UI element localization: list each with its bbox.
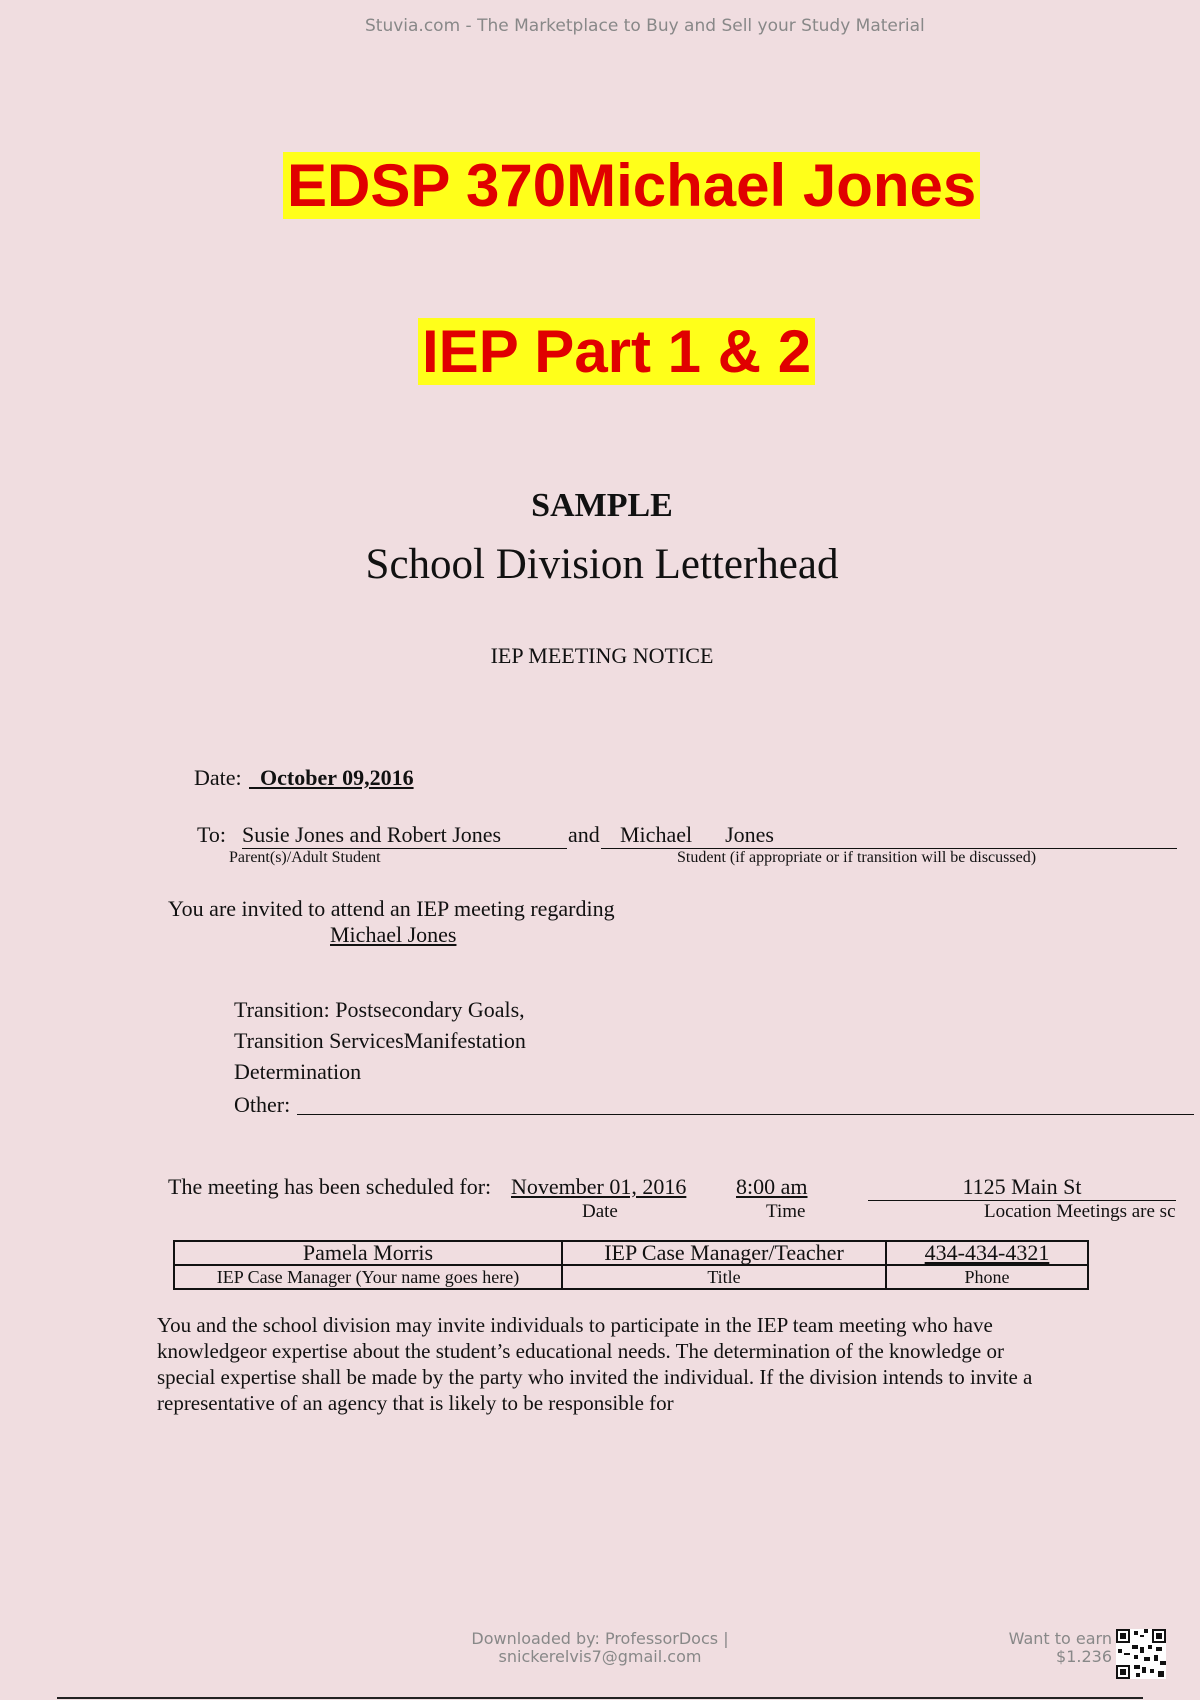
student-caption: Student (if appropriate or if transition will be discussed): [677, 849, 1037, 866]
title-line-2: [418, 317, 815, 387]
schedule-label: The meeting has been scheduled for:: [168, 1174, 492, 1199]
schedule-location-field: [868, 1174, 1176, 1201]
title-line-1: [283, 151, 980, 221]
invite-text: You are invited to attend an IEP meeting regarding: [168, 896, 615, 921]
schedule-location: 1125 Main St: [962, 1174, 1082, 1199]
notice-title: IEP MEETING NOTICE: [490, 643, 714, 668]
case-manager-captions-row: [174, 1265, 1088, 1289]
footer-earn-info: [990, 1630, 1112, 1666]
case-manager-phone-cell: [886, 1241, 1088, 1265]
parents-caption: Parent(s)/Adult Student: [229, 849, 381, 866]
case-manager-title-caption: Title: [562, 1265, 886, 1289]
invite-name: Michael Jones: [330, 922, 457, 947]
title-line-1-text: EDSP 370Michael Jones: [283, 152, 980, 219]
other-label: Other:: [234, 1092, 291, 1117]
purpose-item: Determination: [234, 1059, 362, 1084]
other-line: [297, 1092, 1194, 1115]
case-manager-phone: 434-434-4321: [924, 1240, 1050, 1265]
and-label: and: [568, 822, 600, 847]
case-manager-title: IEP Case Manager/Teacher: [562, 1241, 886, 1265]
stuvia-watermark: Stuvia.com - The Marketplace to Buy and Sell your Study Material: [365, 16, 925, 36]
student-value: Michael Jones: [620, 822, 774, 847]
schedule-time: 8:00 am: [736, 1174, 808, 1199]
parents-value: Susie Jones and Robert Jones: [242, 822, 502, 847]
case-manager-name: Pamela Morris: [174, 1241, 562, 1265]
schedule-date: November 01, 2016: [511, 1174, 687, 1199]
case-manager-values-row: [174, 1241, 1088, 1265]
downloader-email: snickerelvis7@gmail.com: [498, 1647, 702, 1666]
purpose-item: Transition: Postsecondary Goals,: [234, 997, 525, 1022]
to-label: To:: [197, 822, 227, 847]
earn-amount: $1.236: [1056, 1647, 1112, 1666]
parents-field: [242, 822, 567, 849]
bottom-rule: [57, 1697, 1143, 1699]
case-manager-name-caption: IEP Case Manager (Your name goes here): [174, 1265, 562, 1289]
participants-paragraph: You and the school division may invite individuals to participate in the IEP team meeting who have knowledgeor expertise about the student’s educational needs. The determination of the knowledge or special expertise shall be made by the party who invited the individual. If the division intends to invite a representative of an agency that is likely to be responsible for: [157, 1313, 1033, 1415]
time-caption: Time: [766, 1201, 806, 1222]
qr-code-icon[interactable]: [1116, 1629, 1166, 1679]
date-value-text: October 09,2016: [260, 765, 414, 790]
earn-text: Want to earn: [1008, 1629, 1112, 1648]
case-manager-phone-caption: Phone: [886, 1265, 1088, 1289]
date-caption: Date: [582, 1201, 618, 1222]
date-label: Date:: [194, 765, 242, 790]
location-caption: Location Meetings are sc: [984, 1201, 1176, 1222]
sample-heading: SAMPLE: [531, 487, 673, 524]
case-manager-table: [173, 1240, 1089, 1290]
date-value: [249, 765, 414, 791]
downloaded-by: Downloaded by: ProfessorDocs |: [471, 1629, 729, 1648]
footer-download-info: [440, 1630, 760, 1666]
student-field: [601, 822, 1177, 849]
title-line-2-text: IEP Part 1 & 2: [418, 318, 815, 385]
letterhead-heading: School Division Letterhead: [365, 541, 839, 588]
purpose-item: Transition ServicesManifestation: [234, 1028, 526, 1053]
